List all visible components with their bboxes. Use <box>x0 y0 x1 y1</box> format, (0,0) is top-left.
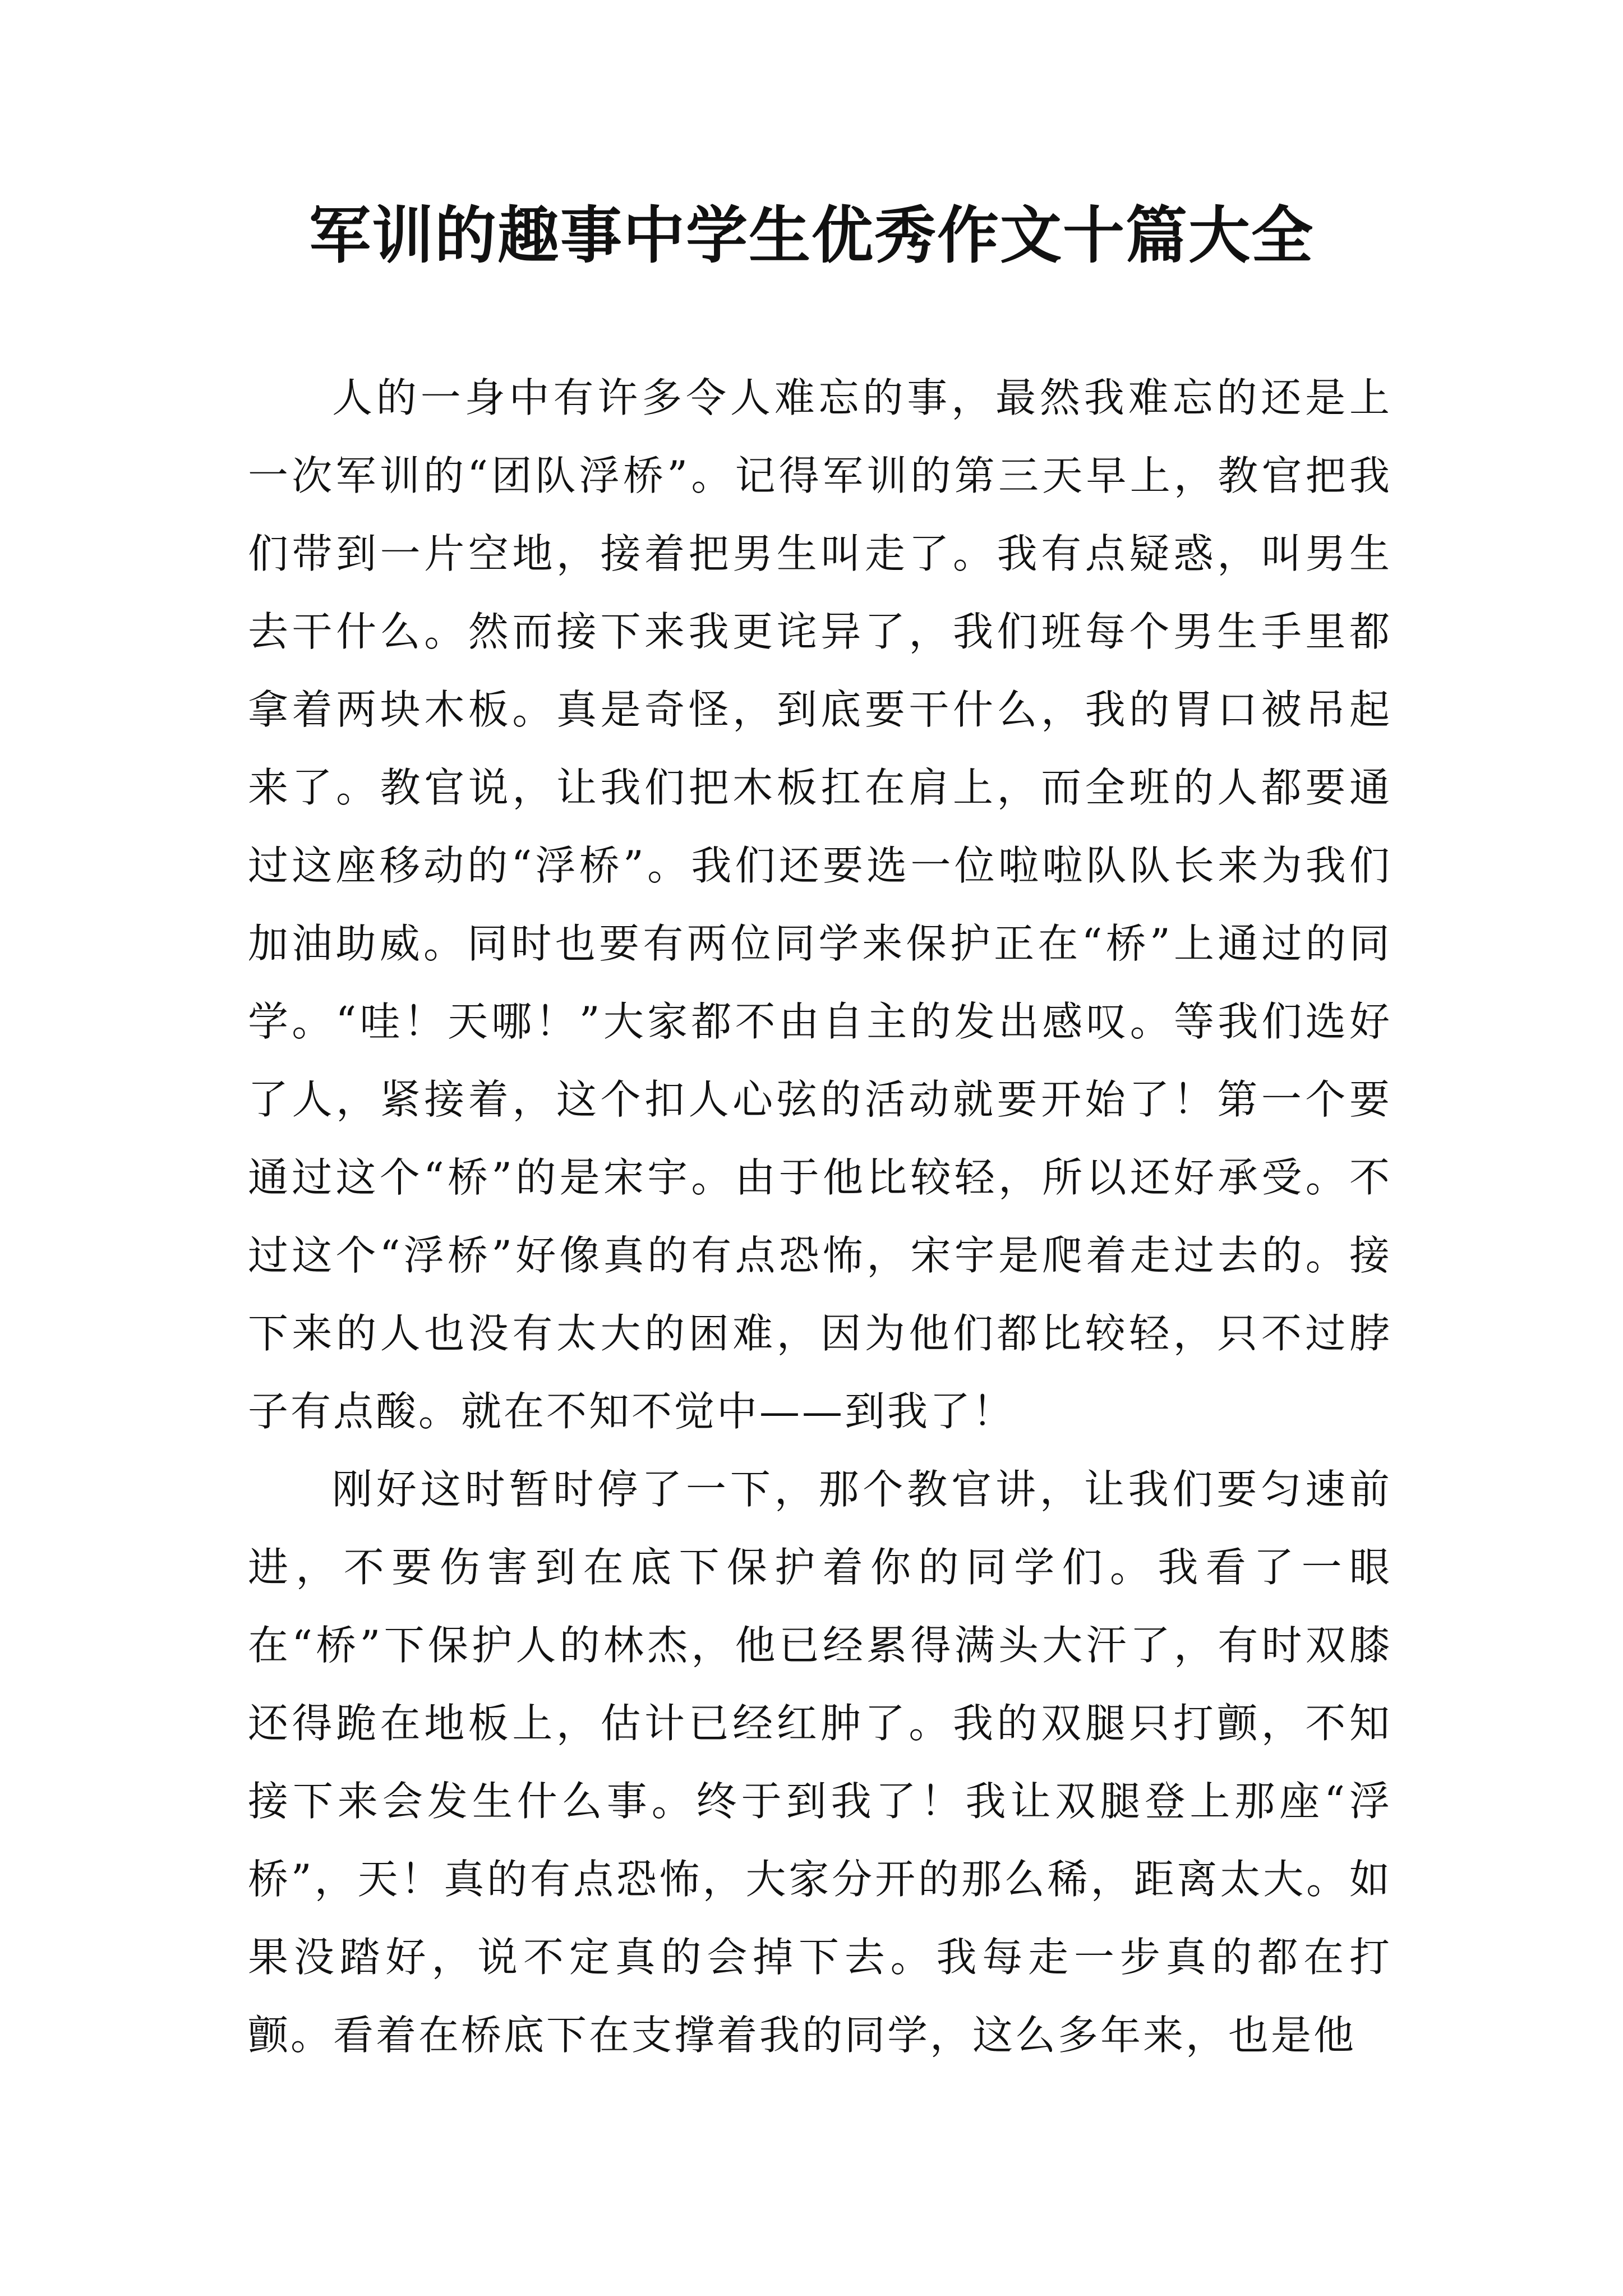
document-title: 军训的趣事中学生优秀作文十篇大全 <box>309 199 1314 272</box>
paragraph: 刚好这时暂时停了一下，那个教官讲，让我们要匀速前进，不要伤害到在底下保护着你的同学们。我看了一眼在“桥”下保护人的林杰，他已经累得满头大汗了，有时双膝还得跪在地板上，估计已经红肿了。我的双腿只打颤，不知接下来会发生什么事。终于到我了！我让双腿登上那座“浮桥”，天！真的有点恐怖，大家分开的那么稀，距离太大。如果没踏好，说不定真的会掉下去。我每走一步真的都在打颤。看着在桥底下在支撑着我的同学，这么多年来，也是他 <box>248 1466 1392 2059</box>
document-body <box>248 359 1392 2074</box>
paragraph: 人的一身中有许多令人难忘的事，最然我难忘的还是上一次军训的“团队浮桥”。记得军训的第三天早上，教官把我们带到一片空地，接着把男生叫走了。我有点疑惑，叫男生去干什么。然而接下来我更诧异了，我们班每个男生手里都拿着两块木板。真是奇怪，到底要干什么，我的胃口被吊起来了。教官说，让我们把木板扛在肩上，而全班的人都要通过这座移动的“浮桥”。我们还要选一位啦啦队队长来为我们加油助威。同时也要有两位同学来保护正在“桥”上通过的同学。“哇！天哪！”大家都不由自主的发出感叹。等我们选好了人，紧接着，这个扣人心弦的活动就要开始了！第一个要通过这个“桥”的是宋宇。由于他比较轻，所以还好承受。不过这个“浮桥”好像真的有点恐怖，宋宇是爬着走过去的。接下来的人也没有太大的困难，因为他们都比较轻，只不过脖子有点酸。就在不知不觉中——到我了！ <box>248 374 1392 1435</box>
